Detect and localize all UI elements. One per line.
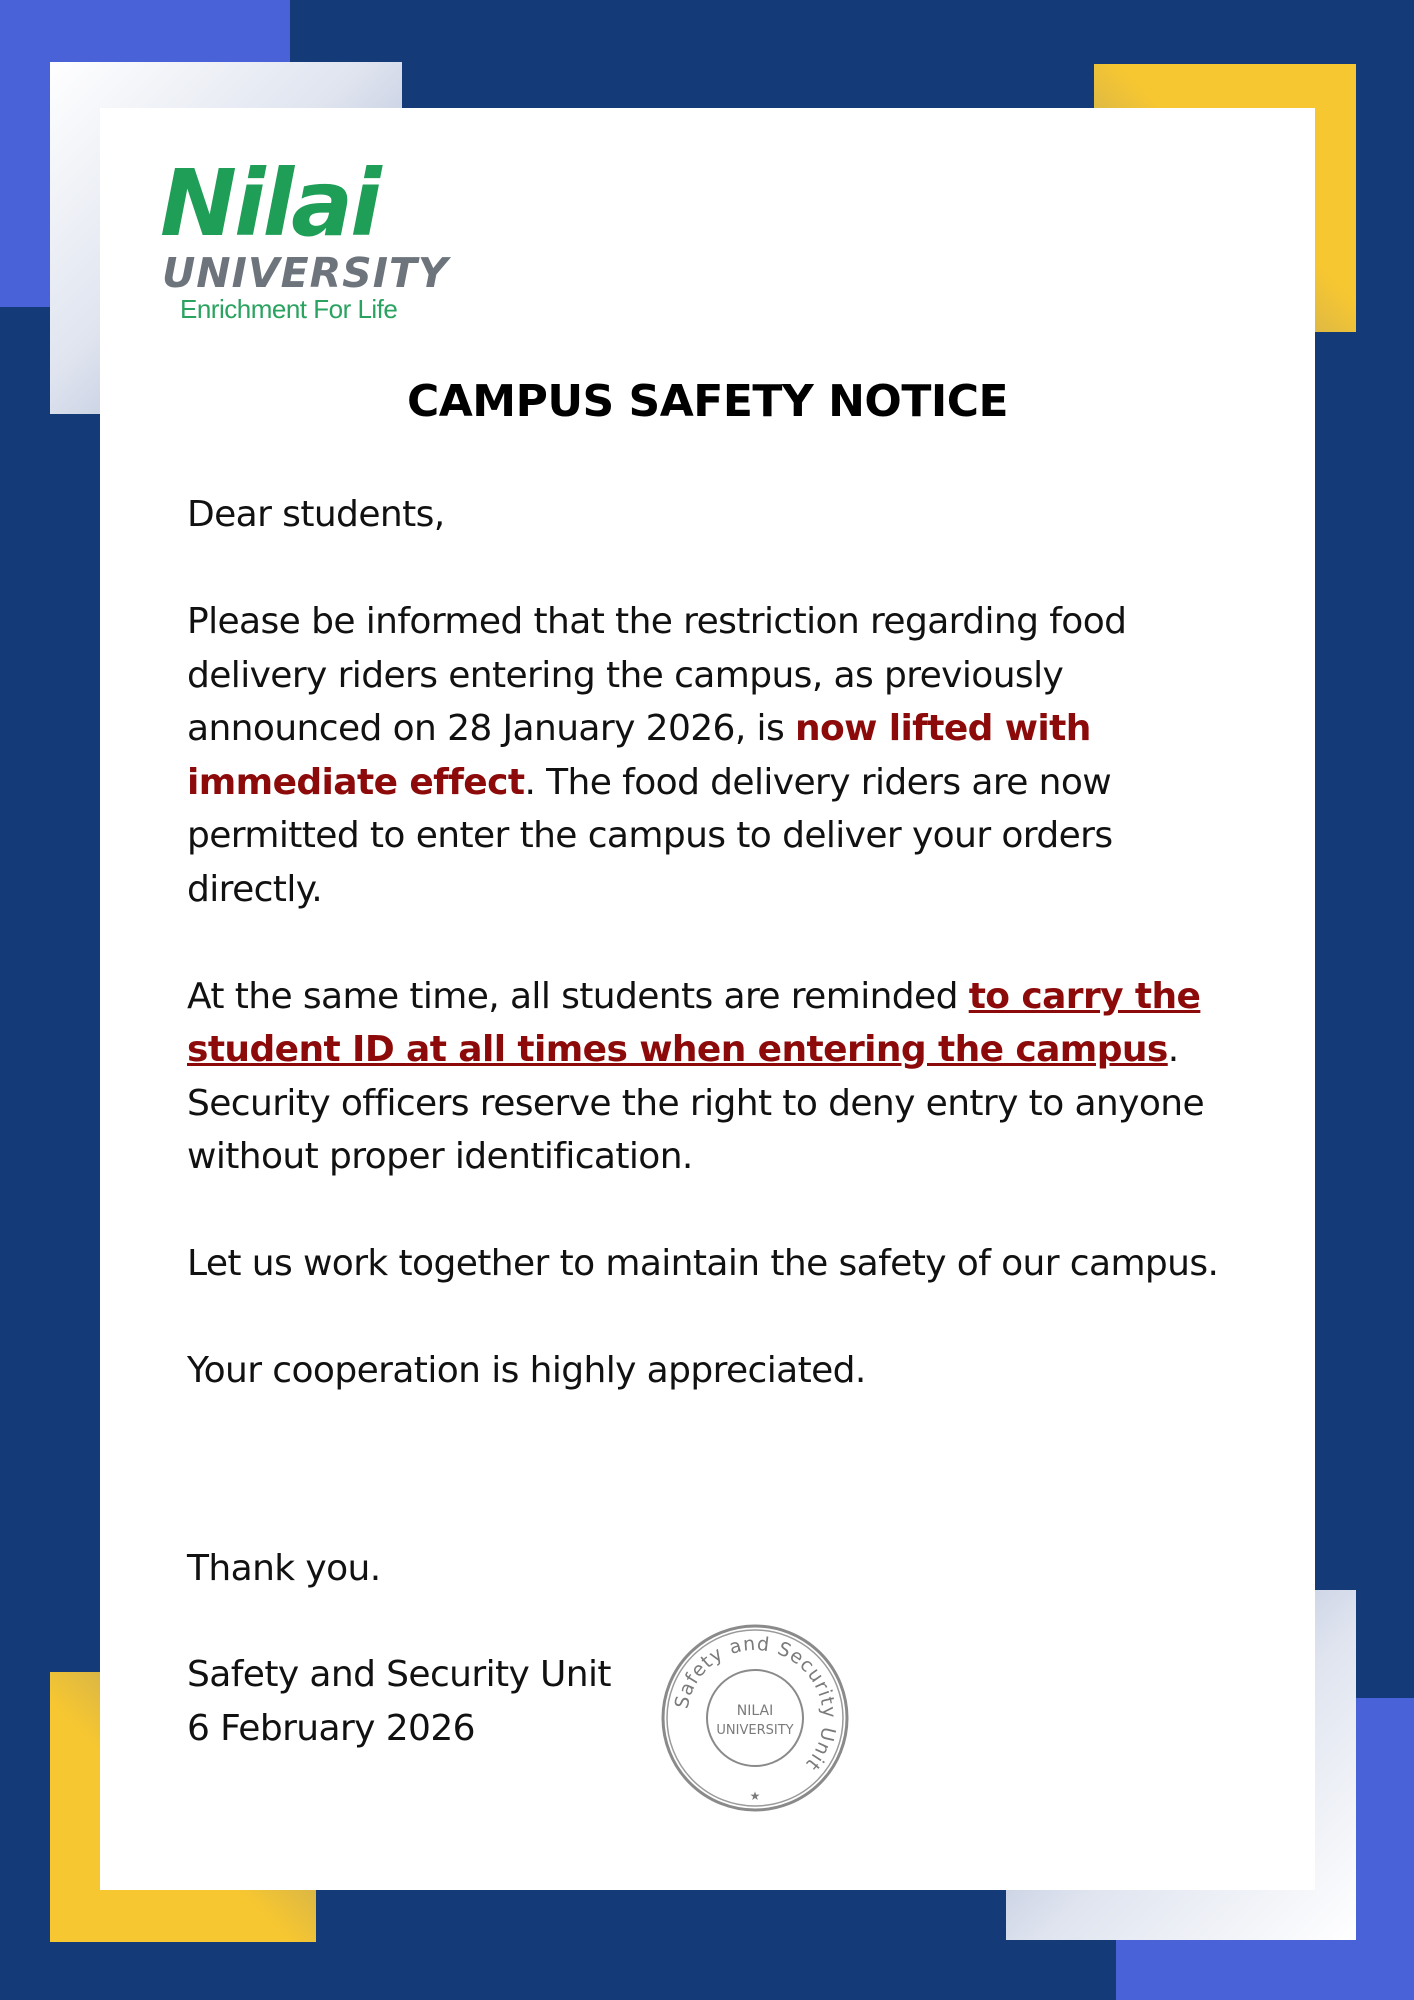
closing-thanks: Thank you. [187, 1548, 381, 1589]
notice-body [187, 488, 1247, 1451]
paragraph-restriction-lifted [187, 595, 1247, 916]
logo-wordmark: Nilai [160, 150, 379, 257]
logo-tagline: Enrichment For Life [180, 294, 398, 324]
stamp-center-line2: UNIVERSITY [716, 1723, 794, 1738]
greeting: Dear students, [187, 494, 445, 535]
university-logo [158, 150, 458, 333]
paragraph-work-together: Let us work together to maintain the safety of our campus. [187, 1243, 1219, 1284]
signature-unit: Safety and Security Unit [187, 1654, 611, 1695]
paragraph-text: At the same time, all students are reminded [187, 975, 969, 1017]
emphasis-underlined-text: to carry the student ID at all times when entering the campus [187, 975, 1201, 1070]
stamp-center-line1: NILAI [736, 1703, 774, 1719]
emphasis-text: now lifted with immediate effect [187, 708, 1091, 803]
paragraph-cooperation: Your cooperation is highly appreciated. [187, 1350, 866, 1391]
logo-institution: UNIVERSITY [162, 249, 449, 297]
stamp-star-icon: ★ [749, 1789, 761, 1803]
official-seal-stamp [655, 1618, 855, 1818]
paragraph-text: . Security officers reserve the right to deny entry to anyone without proper identification. [187, 1029, 1205, 1177]
notice-title: CAMPUS SAFETY NOTICE [406, 376, 1009, 427]
paragraph-text: Please be informed that the restriction regarding food delivery riders entering the campus, as previously announced on 28 January 2026, is [187, 601, 1127, 749]
signature-block [187, 1648, 611, 1755]
stamp-ring-text: Safety and Security Unit [670, 1632, 841, 1776]
signature-date: 6 February 2026 [187, 1707, 475, 1749]
notice-card [100, 108, 1315, 1890]
paragraph-text: . The food delivery riders are now permitted to enter the campus to deliver your orders directly. [187, 761, 1113, 910]
paragraph-student-id-reminder [187, 970, 1247, 1184]
